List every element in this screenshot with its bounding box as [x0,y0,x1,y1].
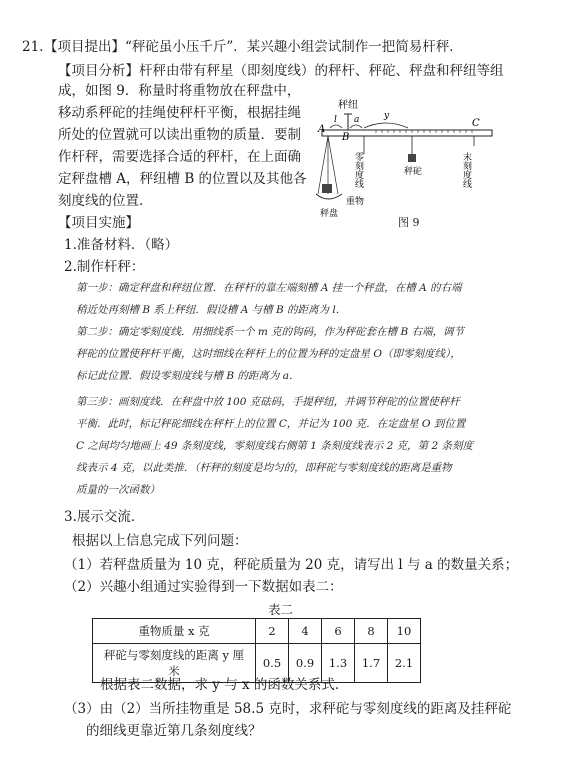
label-a: A [318,124,326,135]
step3-line5: 质量的一次函数） [76,484,160,496]
analysis-line-3: 成，如图 9．称量时将重物放在秤盘中， [58,83,301,99]
step-make: 2.制作杆秤： [64,259,145,275]
label-end: 末刻度线 [461,152,471,188]
label-weight: 秤砣 [404,167,423,177]
data-table [92,618,421,683]
step2-line1: 第二步：确定零刻度线．用细线系一个 m 克的钩码，作为秤砣套在槽 B 右端，调节 [76,326,465,338]
step3-line2: 平衡．此时，标记秤砣细线在秤杆上的位置 C，并记为 100 克．在定盘星 O 到位置 [76,418,466,430]
question-3b: 的细线更靠近第几条刻度线？ [86,723,262,739]
cell: 0.9 [289,644,322,683]
step3-line3: C 之间均匀地画上 49 条刻度线，零刻度线右侧第 1 条刻度线表示 2 克，第 2 条刻度 [76,440,473,452]
step3-line4: 线表示 4 克，以此类推．（杆秤的刻度是均匀的，即秤砣与零刻度线的距离是重物 [76,462,452,474]
cell: 2.1 [388,644,421,683]
cell: 1.3 [322,644,355,683]
row1-head: 重物质量 x 克 [93,619,256,644]
row2-head: 秤砣与零刻度线的距离 y 厘米 [93,644,256,683]
label-pan: 秤盘 [320,209,339,219]
question-3a: （3）由（2）当所挂物重是 58.5 克时，求秤砣与零刻度线的距离及挂秤砣 [64,701,512,717]
label-obj: 重物 [346,197,365,207]
question-1: （1）若秤盘质量为 10 克，秤砣质量为 20 克，请写出 l 与 a 的数量关系； [64,557,519,573]
question-2b: 根据表二数据，求 y 与 x 的函数关系式． [100,677,349,693]
table-row [93,619,421,644]
step-show: 3.展示交流． [64,509,145,525]
cell: 0.5 [256,644,289,683]
label-c: C [472,118,480,129]
steelyard-figure [316,96,496,226]
label-l: l [334,115,337,125]
step1-line1: 第一步：确定秤盘和秤纽位置．在秤杆的靠左端刻槽 A 挂一个秤盘，在槽 A 的右端 [76,282,462,294]
step2-line2: 秤砣的位置使秤杆平衡，这时细线在秤杆上的位置为秤的定盘星 O（即零刻度线）， [76,348,461,360]
step2-line3: 标记此位置．假设零刻度线与槽 B 的距离为 a． [76,370,300,382]
pan [316,194,342,199]
analysis-line-7: 定秤盘槽 A，秤纽槽 B 的位置以及其他各 [58,171,307,187]
cell: 2 [256,619,289,644]
cell: 6 [322,619,355,644]
question-number: 21. [22,39,44,55]
analysis-line-6: 作杆秤，需要选择合适的秤杆，在上面确 [58,149,301,165]
step1-line2: 稍近处再刻槽 B 系上秤纽．假设槽 A 与槽 B 的距离为 l． [76,304,347,316]
analysis-line-8: 刻度线的位置． [58,193,153,209]
step-materials: 1.准备材料．（略） [64,237,179,253]
label-niu: 秤纽 [338,100,358,111]
table-caption: 表二 [268,602,294,617]
cell: 1.7 [355,644,388,683]
weight [408,154,416,162]
question-2: （2）兴趣小组通过实验得到一下数据如表二： [64,579,343,595]
label-y: y [384,111,390,121]
step3-line1: 第三步：画刻度线．在秤盘中放 100 克砝码，手提秤纽，并调节秤砣的位置使秤杆 [76,396,460,408]
label-alpha: a [354,115,360,125]
impl-head: 【项目实施】 [58,215,139,231]
questions-lead: 根据以上信息完成下列问题： [72,533,248,549]
figure-caption: 图 9 [398,216,420,229]
cell: 8 [355,619,388,644]
label-b: B [342,132,350,143]
cell: 4 [289,619,322,644]
analysis-line-5: 所处的位置就可以读出重物的质量．要制 [58,127,301,143]
object [322,184,332,193]
label-zero: 零刻度线 [353,152,363,188]
project-proposal: 【项目提出】“秤砣虽小压千斤”．某兴趣小组尝试制作一把简易杆秤． [44,39,463,55]
project-analysis: 【项目分析】杆秤由带有秤星（即刻度线）的秤杆、秤砣、秤盘和秤纽等组 [58,63,504,79]
cell: 10 [388,619,421,644]
analysis-line-4: 移动系秤砣的挂绳使秤杆平衡，根据挂绳 [58,105,301,121]
